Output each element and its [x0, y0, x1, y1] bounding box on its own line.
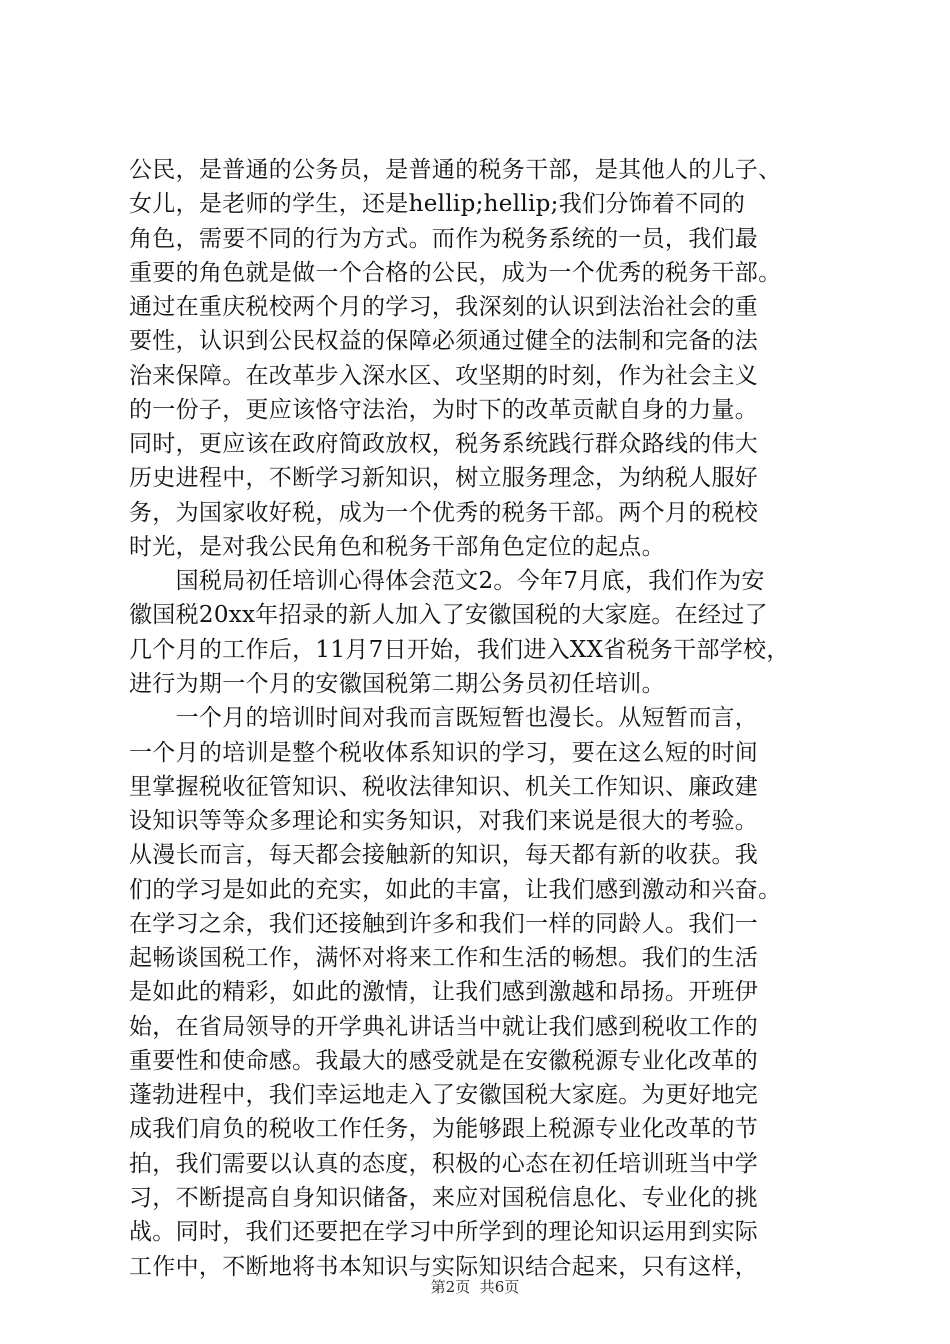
text-line: 蓬勃进程中，我们幸运地走入了安徽国税大家庭。为更好地完: [129, 1082, 759, 1109]
text-line: 战。同时，我们还要把在学习中所学到的理论知识运用到实际: [129, 1219, 759, 1246]
body-text: [129, 153, 839, 1284]
text-line: 几个月的工作后，11月7日开始，我们进入XX省税务干部学校，: [129, 636, 790, 663]
text-line: 们的学习是如此的充实，如此的丰富，让我们感到激动和兴奋。: [129, 876, 782, 903]
text-line: 重要的角色就是做一个合格的公民，成为一个优秀的税务干部。: [129, 259, 782, 286]
text-line: 进行为期一个月的安徽国税第二期公务员初任培训。: [129, 670, 665, 697]
text-line: 习，不断提高自身知识储备，来应对国税信息化、专业化的挑: [129, 1184, 759, 1211]
text-line: 里掌握税收征管知识、税收法律知识、机关工作知识、廉政建: [129, 773, 759, 800]
text-line: 时光，是对我公民角色和税务干部角色定位的起点。: [129, 533, 665, 560]
text-line: 女儿，是老师的学生，还是hellip;hellip;我们分饰着不同的: [129, 191, 746, 218]
text-line: 拍，我们需要以认真的态度，积极的心态在初任培训班当中学: [129, 1150, 759, 1177]
text-line: 设知识等等众多理论和实务知识，对我们来说是很大的考验。: [129, 808, 759, 835]
text-line: 历史进程中，不断学习新知识，树立服务理念，为纳税人服好: [129, 465, 759, 492]
text-line: 同时，更应该在政府简政放权，税务系统践行群众路线的伟大: [129, 431, 759, 458]
text-line: 通过在重庆税校两个月的学习，我深刻的认识到法治社会的重: [129, 294, 759, 321]
text-line: 起畅谈国税工作，满怀对将来工作和生活的畅想。我们的生活: [129, 945, 759, 972]
text-line: 从漫长而言，每天都会接触新的知识，每天都有新的收获。我: [129, 842, 759, 869]
page-number: 第2页: [430, 1278, 471, 1296]
text-line: 是如此的精彩，如此的激情，让我们感到激越和昂扬。开班伊: [129, 979, 759, 1006]
text-line: 务，为国家收好税，成为一个优秀的税务干部。两个月的税校: [129, 499, 759, 526]
text-line: 国税局初任培训心得体会范文2。今年7月底，我们作为安: [129, 568, 765, 595]
text-line: 公民，是普通的公务员，是普通的税务干部，是其他人的儿子、: [129, 157, 782, 183]
text-line: 重要性和使命感。我最大的感受就是在安徽税源专业化改革的: [129, 1047, 759, 1074]
text-line: 在学习之余，我们还接触到许多和我们一样的同龄人。我们一: [129, 910, 759, 937]
text-line: 要性，认识到公民权益的保障必须通过健全的法制和完备的法: [129, 328, 759, 355]
footer-separator: [470, 1278, 480, 1296]
text-line: 工作中，不断地将书本知识与实际知识结合起来，只有这样，: [129, 1253, 759, 1280]
text-line: 治来保障。在改革步入深水区、攻坚期的时刻，作为社会主义: [129, 362, 759, 389]
text-line: 始，在省局领导的开学典礼讲话当中就让我们感到税收工作的: [129, 1013, 759, 1040]
text-line: 一个月的培训是整个税收体系知识的学习，要在这么短的时间: [129, 739, 759, 766]
page-total: 共6页: [479, 1278, 520, 1296]
text-line: 徽国税20xx年招录的新人加入了安徽国税的大家庭。在经过了: [129, 602, 768, 629]
page-footer: [0, 1276, 950, 1297]
text-line: 一个月的培训时间对我而言既短暂也漫长。从短暂而言，: [129, 705, 759, 732]
text-line: 的一份子，更应该恪守法治，为时下的改革贡献自身的力量。: [129, 396, 759, 423]
text-line: 成我们肩负的税收工作任务，为能够跟上税源专业化改革的节: [129, 1116, 759, 1143]
text-line: 角色，需要不同的行为方式。而作为税务系统的一员，我们最: [129, 225, 759, 252]
